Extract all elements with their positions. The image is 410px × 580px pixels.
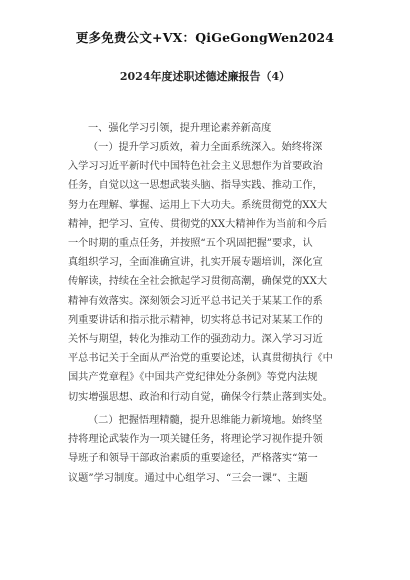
section-heading: 一、强化学习引领，提升理论素养新高度 [88, 123, 272, 134]
paragraph-line: 持将理论武装作为一项关键任务，将理论学习视作提升领 [68, 434, 323, 446]
paragraph-line: 任务，自觉以这一思想武装头脑、指导实践、推动工作， [68, 180, 323, 192]
paragraph-line: 平总书记关于全面从严治党的重要论述，认真贯彻执行《中 [68, 353, 333, 365]
paragraph-line: 关怀与期望，转化为推动工作的强劲动力。深入学习习近 [68, 334, 323, 346]
paragraph-line: （一）提升学习质效，着力全面系统深入。始终将深 [88, 142, 323, 153]
paragraph-line: 列重要讲话和指示批示精神，切实将总书记对某某工作的 [68, 314, 323, 326]
paragraph-line: 精神，把学习、宣传、贯彻党的XX大精神作为当前和今后 [68, 218, 328, 230]
document-title: 2024年度述职述德述廉报告（4） [119, 70, 291, 83]
paragraph-2 [68, 411, 356, 488]
paragraph-line: 议题”学习制度。通过中心组学习、“三会一课”、主题 [68, 472, 308, 484]
paragraph-line: 精神有效落实。深刻领会习近平总书记关于某某工作的系 [68, 295, 323, 307]
paragraph-line: 传解读，持续在全社会掀起学习贯彻高潮，确保党的XX大 [68, 276, 328, 288]
paragraph-line: 一个时期的重点任务，并按照“五个巩固把握”要求，认 [68, 238, 313, 250]
paragraph-line: 努力在理解、掌握、运用上下大功夫。系统贯彻党的XX大 [68, 199, 328, 211]
paragraph-line: 真组织学习，全面准确宣讲，扎实开展专题培训，深化宣 [68, 257, 323, 269]
paragraph-line: 国共产党章程》《中国共产党纪律处分条例》等党内法规 [68, 372, 318, 384]
paragraph-line: 导班子和领导干部政治素质的重要途径，严格落实“第一 [68, 453, 318, 465]
paragraph-line: 切实增强思想、政治和行动自觉，确保令行禁止落到实处。 [68, 391, 333, 403]
paragraph-line: （二）把握悟理精髓，提升思维能力新境地。始终坚 [88, 415, 323, 426]
paragraph-line: 入学习习近平新时代中国特色社会主义思想作为首要政治 [68, 161, 323, 173]
watermark-banner: 更多免费公文+VX：QiGeGongWen2024 [75, 30, 335, 45]
paragraph-1 [68, 138, 356, 407]
